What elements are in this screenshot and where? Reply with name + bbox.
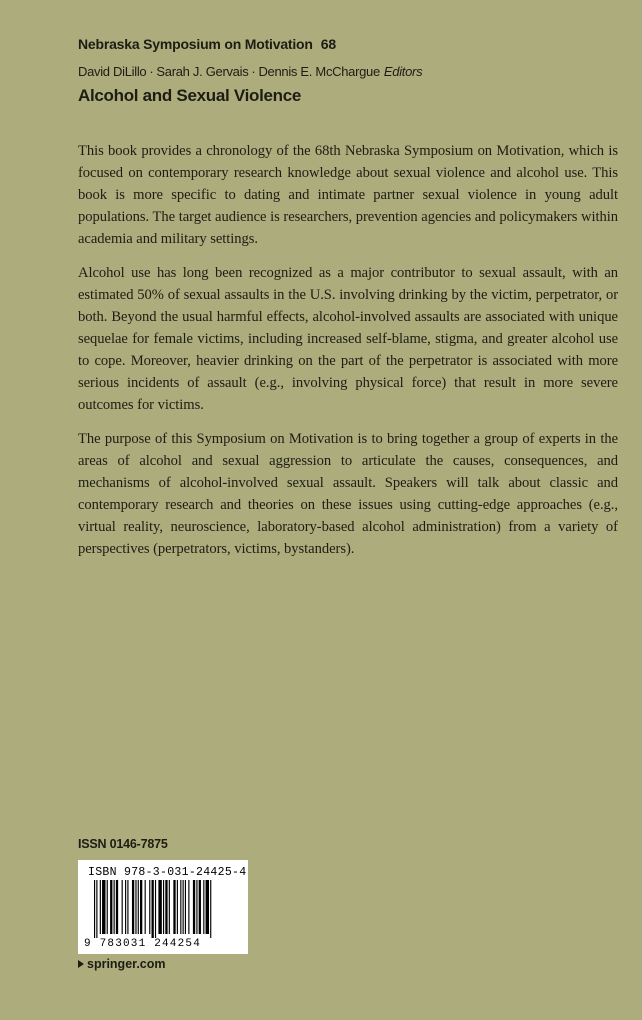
barcode-digits: 9 783031 244254 [84,938,202,950]
barcode-bar [188,880,189,934]
barcode-bar [163,880,164,934]
barcode-bar [114,880,115,934]
editor-separator: · [251,64,256,79]
barcode-bar [177,880,178,934]
barcode-bar [152,880,154,938]
publisher-url: springer.com [87,957,166,971]
blurb-paragraph: This book provides a chronology of the 68th Nebraska Symposium on Motivation, which is focused on contemporary research knowledge about sexual violence and alcohol use. This book is more specific to dating and intimate partner sexual violence in young adult populations. The target audience is researchers, prevention agencies and policymakers within academia and military settings. [78,143,618,247]
barcode-bar [193,880,195,934]
barcode-bar [140,880,142,934]
editor-name: David DiLillo [78,64,147,79]
book-title: Alcohol and Sexual Violence [78,86,302,105]
series-line [78,36,336,52]
barcode-bar [96,880,97,938]
barcode-bar [116,880,118,934]
isbn-barcode [78,860,248,954]
barcode-bar [165,880,167,934]
barcode-bar [100,880,101,934]
barcode-bar [127,880,128,934]
barcode-bar [125,880,126,934]
editors-line [78,64,422,79]
barcode-bar [107,880,108,934]
editors-role: Editors [383,64,423,79]
editor-separator: · [149,64,154,79]
barcode-bar [135,880,136,934]
barcode-bar [185,880,186,934]
barcode-bar [102,880,105,934]
barcode-bar [203,880,204,934]
barcode-bar [206,880,209,934]
barcode-bar [138,880,139,934]
barcode-bar [210,880,211,938]
barcode-bar [145,880,146,934]
barcode-bar [94,880,95,938]
barcode-bar [132,880,134,934]
barcode-bar [169,880,170,934]
barcode-bar [199,880,201,934]
barcode-bar [173,880,175,934]
editor-name: Dennis E. McChargue [258,64,380,79]
isbn-label: ISBN 978-3-031-24425-4 [88,866,247,879]
barcode-bar [110,880,112,934]
publisher-link[interactable] [78,957,166,971]
barcode-bars-icon [94,880,234,938]
barcode-bar [196,880,197,934]
barcode-bar [183,880,184,934]
series-name: Nebraska Symposium on Motivation [78,36,313,52]
blurb-paragraph: Alcohol use has long been recognized as a major contributor to sexual assault, with an estimated 50% of sexual assaults in the U.S. involving drinking by the victim, perpetrator, or both. Beyond the usual harmful effects, alcohol-involved assaults are associated with unique sequelae for female victims, including increased self-blame, stigma, and greater alcohol use to cope. Moreover, heavier drinking on the part of the perpetrator is associated with more serious incidents of assault (e.g., involving physical force) that result in more severe outcomes for victims. [78,265,618,413]
triangle-arrow-icon [78,960,84,968]
blurb-paragraph: The purpose of this Symposium on Motivation is to bring together a group of experts in the areas of alcohol and sexual aggression to articulate the causes, consequences, and mechanisms of alcohol-involved sexual assault. Speakers will talk about classic and contemporary research and theories on these issues using cutting-edge approaches (e.g., virtual reality, neuroscience, laboratory-based alcohol administration) from a variety of perspectives (perpetrators, victims, bystanders). [78,431,618,557]
editor-name: Sarah J. Gervais [156,64,249,79]
barcode-bar [158,880,161,934]
issn-number: ISSN 0146-7875 [78,837,168,851]
barcode-bar [149,880,150,934]
barcode-bar [155,880,156,938]
barcode-bar [122,880,123,934]
barcode-bar [180,880,181,934]
series-number: 68 [320,36,336,52]
blurb-text [78,140,618,572]
